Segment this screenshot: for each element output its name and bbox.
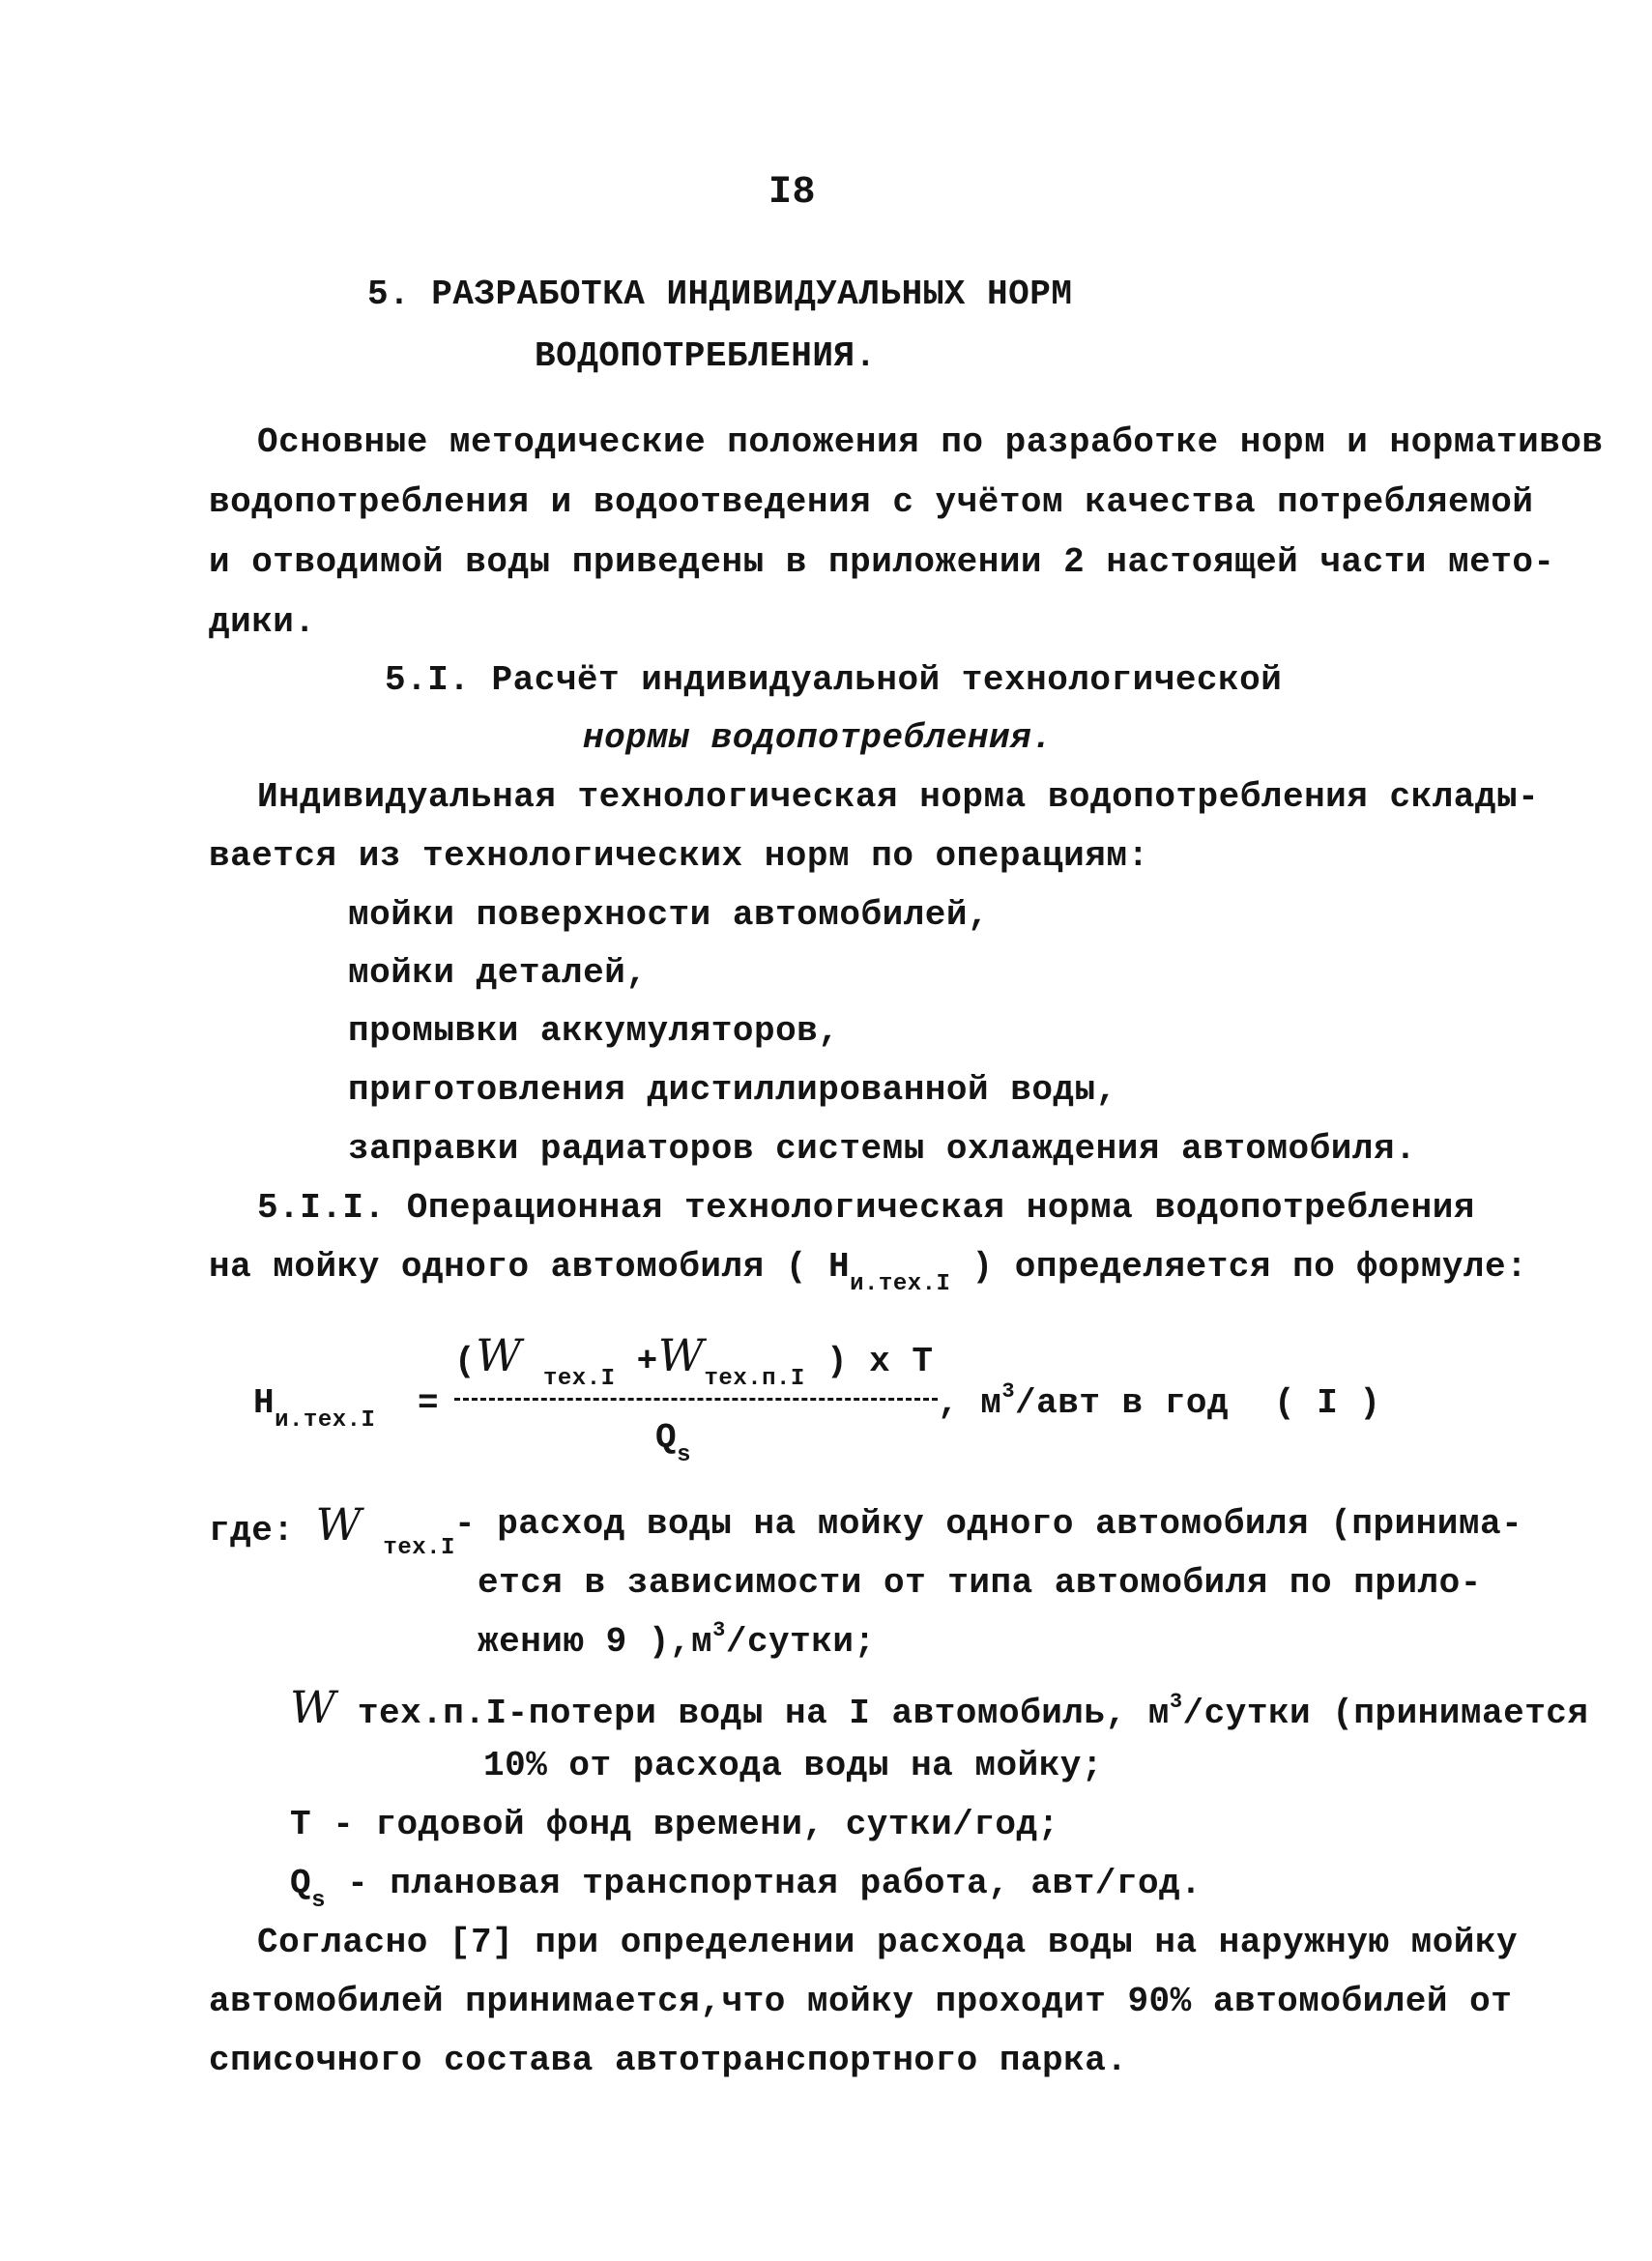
definition-1-line-2: ется в зависимости от типа автомобиля по прило- [478,1563,1482,1603]
definition-where-label: где: [209,1511,295,1551]
final-para-line-2: автомобилей принимается,что мойку проходит 90% автомобилей от [209,1982,1513,2021]
section-heading-line1: 5. РАЗРАБОТКА ИНДИВИДУАЛЬНЫХ НОРМ [367,275,1073,314]
definition-where-line [209,1498,455,1561]
intro-line-1: Основные методические положения по разработке норм и нормативов [257,422,1604,462]
definition-1-subscript: тех.I [383,1535,455,1561]
operation-item: мойки деталей, [348,953,648,993]
operation-item: заправки радиаторов системы охлаждения автомобиля. [348,1129,1417,1169]
formula-term1-subscript: тех.I [543,1366,616,1392]
formula-denominator-symbol: Q [655,1418,678,1458]
intro-line-2: водопотребления и водоотведения с учётом качества потребляемой [209,482,1534,522]
operation-item: мойки поверхности автомобилей, [348,895,990,935]
definition-w-symbol: W [315,1498,362,1551]
definition-4-subscript: s [311,1888,327,1914]
formula-numerator [454,1329,934,1392]
para-5-1-1-text-before: на мойку одного автомобиля ( Н [209,1247,851,1287]
definition-4-symbol: Q [290,1864,312,1903]
operation-item: приготовления дистиллированной воды, [348,1070,1117,1110]
subsection-title-line1: 5.I. Расчёт индивидуальной технологической [385,660,1283,700]
formula-units-superscript: 3 [1001,1379,1016,1404]
formula-times-t: x Т [869,1342,934,1381]
page-number: I8 [768,171,817,215]
section-heading-line2: ВОДОПОТРЕБЛЕНИЯ. [535,336,877,376]
formula-units-before: , м [938,1383,1002,1423]
definition-4-text: - плановая транспортная работа, авт/год. [326,1864,1203,1903]
definition-2-after: /сутки (принимается [1182,1694,1589,1733]
para-5-1-line-1: Индивидуальная технологическая норма водопотребления склады- [257,777,1540,817]
formula-open-paren: ( [454,1342,477,1381]
formula-lhs [253,1382,376,1434]
para-5-1-1-subscript: и.тех.I [850,1271,951,1297]
formula-lhs-symbol: Н [253,1383,275,1423]
definition-1-line-1: - расход воды на мойку одного автомобиля (принима- [454,1504,1523,1544]
formula-denominator [655,1417,692,1468]
formula-units-after: /авт в год [1015,1383,1230,1423]
definition-2-superscript: 3 [1169,1690,1183,1714]
formula-units [938,1379,1230,1429]
formula-fraction-bar [454,1398,938,1401]
definition-1-line-3-text: жению 9 ),м [478,1622,713,1662]
formula-plus: + [636,1342,658,1381]
definition-2-line-1 [290,1681,1589,1739]
definition-1-line-3-after: /сутки; [725,1622,876,1662]
para-5-1-1-line-2 [209,1246,1528,1297]
definition-w-symbol: W [290,1681,336,1733]
para-5-1-line-2: вается из технологических норм по операциям: [209,836,1149,876]
formula-number: ( I ) [1274,1383,1381,1423]
definition-2-label: тех.п.I-потери воды на I автомобиль, м [357,1694,1170,1733]
subsection-title-line2: нормы водопотребления. [583,718,1054,758]
formula-w-symbol: W [657,1329,705,1381]
formula-close-paren: ) [826,1342,849,1381]
definition-4 [290,1863,1203,1914]
formula-equals: = [418,1383,440,1423]
formula-denominator-subscript: s [677,1442,692,1468]
intro-line-4: дики. [209,602,316,642]
para-5-1-1-line-1: 5.I.I. Операционная технологическая норма водопотребления [257,1188,1475,1228]
definition-1-line-3 [478,1618,876,1667]
intro-line-3: и отводимой воды приведены в приложении 2 настоящей части мето- [209,542,1555,582]
formula-lhs-subscript: и.тех.I [275,1407,376,1434]
definition-1-superscript: 3 [712,1618,726,1642]
final-para-line-1: Согласно [7] при определении расхода воды на наружную мойку [257,1923,1519,1962]
definition-2-line-2: 10% от расхода воды на мойку; [483,1746,1104,1785]
para-5-1-1-text-after: ) определяется по формуле: [950,1247,1528,1287]
formula-term2-subscript: тех.п.I [704,1366,805,1392]
operation-item: промывки аккумуляторов, [348,1011,840,1051]
formula-w-symbol: W [476,1329,522,1381]
final-para-line-3: списочного состава автотранспортного парка. [209,2041,1128,2080]
definition-3: Т - годовой фонд времени, сутки/год; [290,1805,1059,1844]
